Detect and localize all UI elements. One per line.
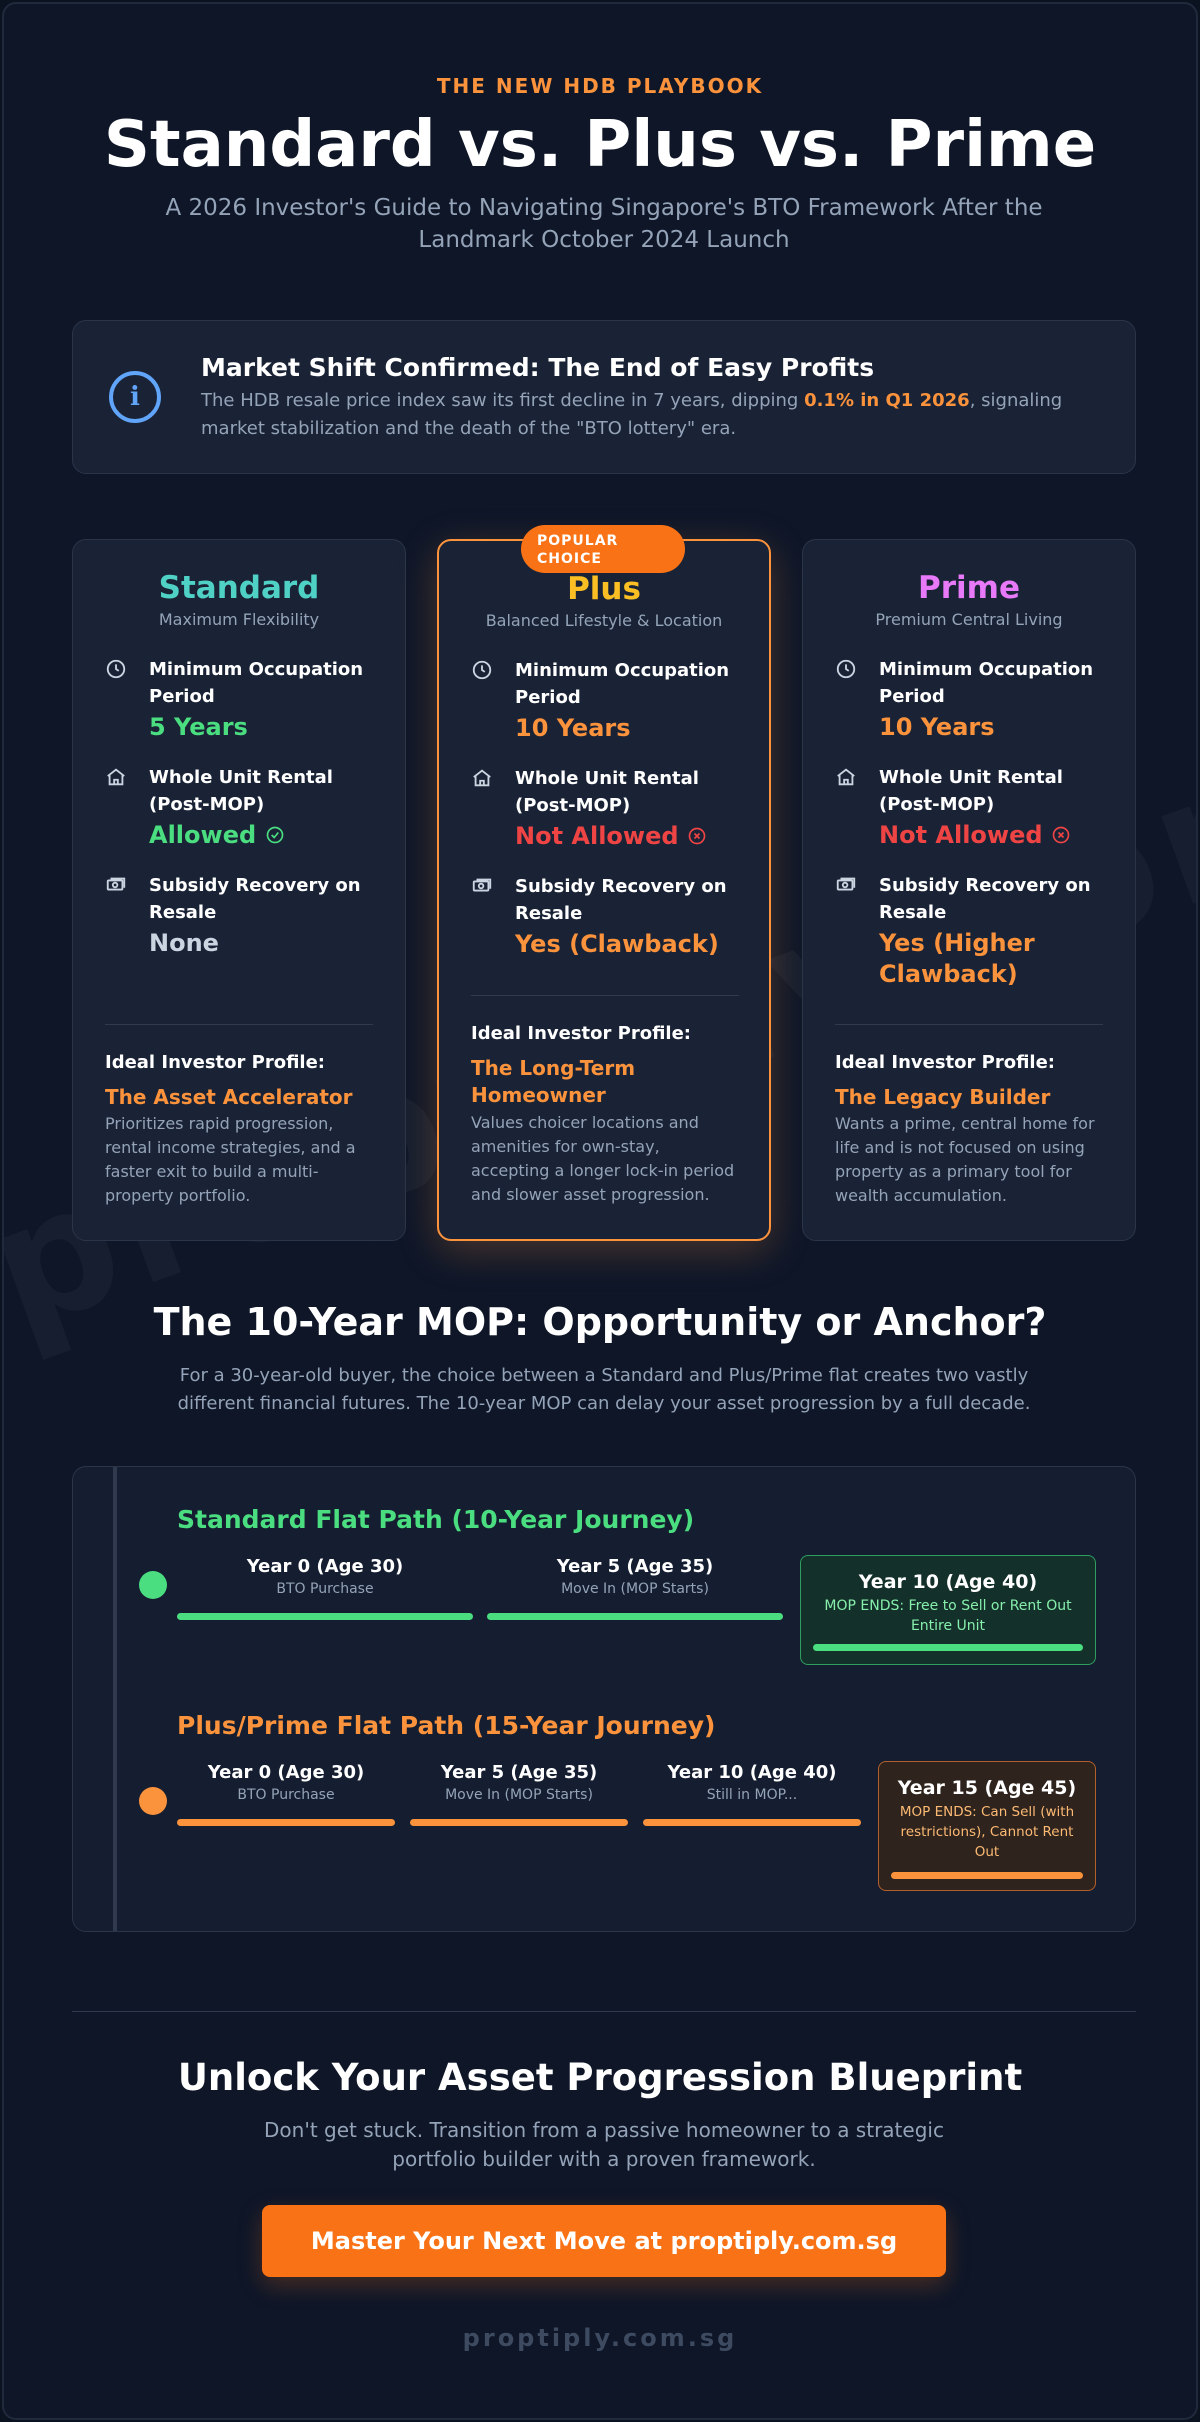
stage-note: Move In (MOP Starts) <box>561 1581 709 1597</box>
stage-year: Year 0 (Age 30) <box>246 1556 404 1577</box>
cta-button[interactable]: Master Your Next Move at proptiply.com.sg <box>262 2205 946 2277</box>
feature-value <box>879 820 1119 851</box>
stage-year: Year 0 (Age 30) <box>207 1762 365 1783</box>
standard-path-title: Standard Flat Path (10-Year Journey) <box>177 1505 695 1534</box>
profile-name: The Long-Term Homeowner <box>471 1056 636 1107</box>
section-divider <box>72 2011 1136 2012</box>
card-divider <box>471 995 739 996</box>
feature-value: Yes (Clawback) <box>515 930 719 958</box>
popular-badge: POPULAR CHOICE <box>521 525 685 573</box>
mop-section-text: For a 30-year-old buyer, the choice between a Standard and Plus/Prime flat creates two vastly different financial futures. The 10-year MOP can delay your asset progression by a full decade. <box>177 1365 1031 1414</box>
plus-prime-path-dot <box>139 1787 167 1815</box>
feature-value <box>149 820 389 851</box>
page-title: Standard vs. Plus vs. Prime <box>103 108 1097 182</box>
alert-title: Market Shift Confirmed: The End of Easy Profits <box>201 353 875 382</box>
profile-heading: Ideal Investor Profile: <box>105 1052 326 1073</box>
timeline-panel <box>72 1466 1136 1932</box>
timeline-bar <box>177 1819 395 1826</box>
info-icon: i <box>109 371 161 423</box>
timeline-bar <box>813 1644 1083 1651</box>
feature-value: 10 Years <box>515 714 631 742</box>
stage-year: Year 5 (Age 35) <box>556 1556 714 1577</box>
eyebrow: THE NEW HDB PLAYBOOK <box>436 74 764 98</box>
profile-heading: Ideal Investor Profile: <box>835 1052 1056 1073</box>
profile-description: Prioritizes rapid progression, rental income strategies, and a faster exit to build a multi-property portfolio. <box>105 1114 356 1205</box>
stage-year: Year 5 (Age 35) <box>440 1762 598 1783</box>
timeline-bar <box>891 1872 1083 1879</box>
stage-note: BTO Purchase <box>237 1787 335 1803</box>
stage-note: Move In (MOP Starts) <box>445 1787 593 1803</box>
card-plus <box>437 533 771 1241</box>
timeline-stage <box>643 1761 861 1805</box>
footer-url[interactable]: proptiply.com.sg <box>462 2324 738 2352</box>
page-subtitle: A 2026 Investor's Guide to Navigating Singapore's BTO Framework After the Landmark October 2024 Launch <box>165 195 1043 253</box>
infographic-frame <box>2 2 1198 2420</box>
card-divider <box>105 1024 373 1025</box>
cta-text: Don't get stuck. Transition from a passive homeowner to a strategic portfolio builder with a proven framework. <box>264 2118 944 2171</box>
feature-label: Subsidy Recovery on Resale <box>515 876 727 924</box>
alert-text <box>201 387 1111 443</box>
profile-name: The Legacy Builder <box>835 1085 1051 1109</box>
feature-value: Yes (Higher Clawback) <box>879 929 1035 988</box>
timeline-stage-final <box>800 1555 1096 1665</box>
stage-note: Still in MOP... <box>706 1787 798 1803</box>
timeline-bar <box>487 1613 783 1620</box>
timeline-stage <box>487 1555 783 1599</box>
stage-note: BTO Purchase <box>276 1581 374 1597</box>
feature-value: 10 Years <box>879 713 995 741</box>
cta-title: Unlock Your Asset Progression Blueprint <box>177 2056 1023 2099</box>
feature-label: Whole Unit Rental (Post-MOP) <box>149 767 333 815</box>
home-icon <box>471 767 493 789</box>
clock-icon <box>471 659 493 681</box>
stage-year: Year 15 (Age 45) <box>897 1777 1077 1799</box>
timeline-bar <box>643 1819 861 1826</box>
timeline-stage <box>410 1761 628 1805</box>
card-title: Prime <box>918 570 1020 606</box>
timeline-rail <box>113 1467 117 1931</box>
feature-label: Minimum Occupation Period <box>515 660 730 708</box>
stage-note: MOP ENDS: Free to Sell or Rent Out Entire Unit <box>824 1598 1072 1634</box>
feature-label: Whole Unit Rental (Post-MOP) <box>515 768 699 816</box>
rental-value: Not Allowed <box>515 822 679 850</box>
timeline-bar <box>410 1819 628 1826</box>
feature-label: Minimum Occupation Period <box>879 659 1094 707</box>
timeline-stage <box>177 1555 473 1599</box>
alert-text-start: The HDB resale price index saw its first decline in 7 years, dipping <box>201 390 805 411</box>
feature-label: Subsidy Recovery on Resale <box>149 875 361 923</box>
timeline-stage <box>177 1761 395 1805</box>
profile-name: The Asset Accelerator <box>105 1085 353 1109</box>
card-tagline: Balanced Lifestyle & Location <box>485 611 723 630</box>
cash-icon <box>835 874 857 896</box>
feature-value: None <box>149 929 219 957</box>
card-tagline: Maximum Flexibility <box>158 610 320 629</box>
clock-icon <box>105 658 127 680</box>
card-divider <box>835 1024 1103 1025</box>
card-title: Standard <box>158 570 320 606</box>
card-prime <box>802 539 1136 1241</box>
stage-year: Year 10 (Age 40) <box>667 1762 837 1783</box>
cash-icon <box>471 875 493 897</box>
card-tagline: Premium Central Living <box>875 610 1063 629</box>
x-circle-icon <box>687 826 707 846</box>
home-icon <box>835 766 857 788</box>
profile-description: Wants a prime, central home for life and is not focused on using property as a primary tool for wealth accumulation. <box>835 1114 1095 1205</box>
home-icon <box>105 766 127 788</box>
card-standard <box>72 539 406 1241</box>
feature-label: Whole Unit Rental (Post-MOP) <box>879 767 1063 815</box>
feature-value <box>515 821 755 852</box>
x-circle-icon <box>1051 825 1071 845</box>
standard-path-dot <box>139 1571 167 1599</box>
clock-icon <box>835 658 857 680</box>
feature-label: Subsidy Recovery on Resale <box>879 875 1091 923</box>
mop-section-title: The 10-Year MOP: Opportunity or Anchor? <box>153 1300 1047 1344</box>
market-alert <box>72 320 1136 474</box>
rental-value: Not Allowed <box>879 821 1043 849</box>
timeline-stage-final <box>878 1761 1096 1891</box>
card-title: Plus <box>567 571 641 607</box>
check-circle-icon <box>265 825 285 845</box>
cash-icon <box>105 874 127 896</box>
profile-description: Values choicer locations and amenities for own-stay, accepting a longer lock-in period and slower asset progression. <box>471 1113 735 1204</box>
plus-prime-path-title: Plus/Prime Flat Path (15-Year Journey) <box>177 1711 716 1740</box>
alert-text-end: , signaling market stabilization and the death of the "BTO lottery" era. <box>201 390 1063 439</box>
feature-label: Minimum Occupation Period <box>149 659 364 707</box>
rental-value: Allowed <box>149 821 257 849</box>
profile-heading: Ideal Investor Profile: <box>471 1023 692 1044</box>
alert-highlight: 0.1% in Q1 2026 <box>804 390 970 411</box>
stage-note: MOP ENDS: Can Sell (with restrictions), Cannot Rent Out <box>899 1804 1075 1860</box>
timeline-bar <box>177 1613 473 1620</box>
feature-value: 5 Years <box>149 713 248 741</box>
stage-year: Year 10 (Age 40) <box>858 1571 1038 1593</box>
